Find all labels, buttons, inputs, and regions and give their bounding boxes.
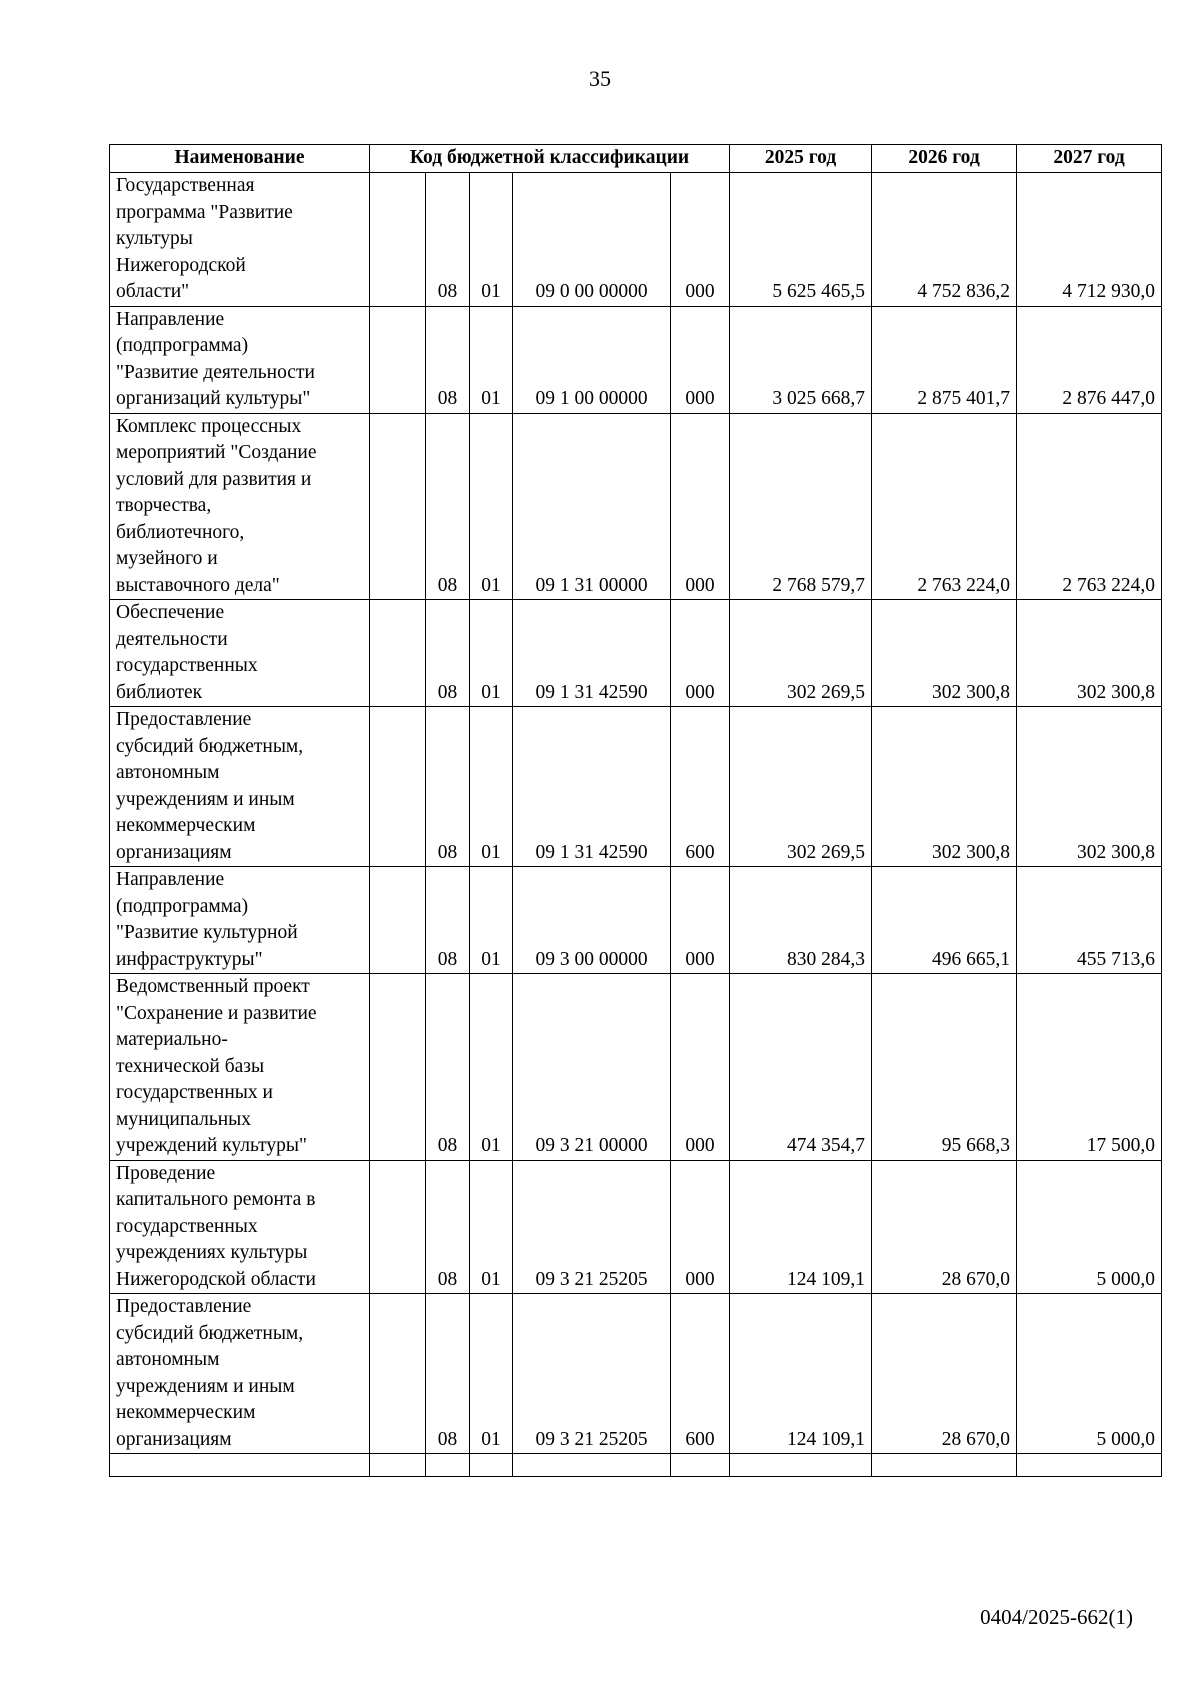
row-name: Государственная программа "Развитие культуры Нижегородской области"	[110, 173, 370, 307]
code-subsection: 01	[470, 707, 513, 867]
amount-2027: 2 763 224,0	[1017, 413, 1162, 600]
code-subsection: 01	[470, 306, 513, 413]
code-expense-type: 000	[671, 867, 730, 974]
code-section: 08	[426, 707, 470, 867]
table-row	[110, 974, 1162, 1161]
budget-table	[109, 144, 1162, 1477]
amount-2027: 5 000,0	[1017, 1294, 1162, 1454]
code-expense-type: 000	[671, 306, 730, 413]
code-part-empty	[370, 306, 426, 413]
amount-2026: 302 300,8	[872, 707, 1017, 867]
amount-2026: 4 752 836,2	[872, 173, 1017, 307]
code-expense-type: 000	[671, 173, 730, 307]
amount-2027: 17 500,0	[1017, 974, 1162, 1161]
code-subsection: 01	[470, 1294, 513, 1454]
row-name: Ведомственный проект "Сохранение и развитие материально- технической базы государственных и муниципальных учреждений культуры"	[110, 974, 370, 1161]
amount-2025: 474 354,7	[730, 974, 872, 1161]
amount-2026: 302 300,8	[872, 600, 1017, 707]
table-row	[110, 306, 1162, 413]
code-expense-type: 600	[671, 707, 730, 867]
code-subsection: 01	[470, 867, 513, 974]
code-section: 08	[426, 867, 470, 974]
code-target-article: 09 1 00 00000	[513, 306, 671, 413]
empty-cell	[426, 1454, 470, 1477]
amount-2027: 2 876 447,0	[1017, 306, 1162, 413]
table-row	[110, 600, 1162, 707]
amount-2027: 302 300,8	[1017, 707, 1162, 867]
amount-2026: 28 670,0	[872, 1294, 1017, 1454]
code-subsection: 01	[470, 413, 513, 600]
empty-cell	[110, 1454, 370, 1477]
code-target-article: 09 1 31 42590	[513, 707, 671, 867]
amount-2026: 2 875 401,7	[872, 306, 1017, 413]
amount-2025: 124 109,1	[730, 1160, 872, 1294]
table-header-row	[110, 145, 1162, 173]
amount-2026: 496 665,1	[872, 867, 1017, 974]
amount-2025: 302 269,5	[730, 600, 872, 707]
amount-2025: 3 025 668,7	[730, 306, 872, 413]
table-body	[110, 173, 1162, 1477]
code-section: 08	[426, 974, 470, 1161]
row-name: Комплекс процессных мероприятий "Создание условий для развития и творчества, библиотечного, музейного и выставочного дела"	[110, 413, 370, 600]
code-part-empty	[370, 867, 426, 974]
table-row	[110, 707, 1162, 867]
header-code: Код бюджетной классификации	[370, 145, 730, 173]
table-row-empty	[110, 1454, 1162, 1477]
row-name: Предоставление субсидий бюджетным, автономным учреждениям и иным некоммерческим организациям	[110, 1294, 370, 1454]
code-target-article: 09 1 31 42590	[513, 600, 671, 707]
amount-2025: 302 269,5	[730, 707, 872, 867]
empty-cell	[513, 1454, 671, 1477]
code-target-article: 09 0 00 00000	[513, 173, 671, 307]
code-section: 08	[426, 1294, 470, 1454]
document-number: 0404/2025-662(1)	[980, 1605, 1133, 1629]
empty-cell	[370, 1454, 426, 1477]
code-subsection: 01	[470, 1160, 513, 1294]
code-expense-type: 000	[671, 974, 730, 1161]
row-name: Предоставление субсидий бюджетным, автономным учреждениям и иным некоммерческим организациям	[110, 707, 370, 867]
code-part-empty	[370, 1294, 426, 1454]
empty-cell	[470, 1454, 513, 1477]
code-section: 08	[426, 306, 470, 413]
code-part-empty	[370, 413, 426, 600]
header-2027: 2027 год	[1017, 145, 1162, 173]
code-target-article: 09 3 21 25205	[513, 1160, 671, 1294]
empty-cell	[872, 1454, 1017, 1477]
empty-cell	[1017, 1454, 1162, 1477]
code-target-article: 09 3 21 25205	[513, 1294, 671, 1454]
code-subsection: 01	[470, 974, 513, 1161]
code-section: 08	[426, 413, 470, 600]
amount-2027: 302 300,8	[1017, 600, 1162, 707]
table-row	[110, 1160, 1162, 1294]
code-target-article: 09 3 21 00000	[513, 974, 671, 1161]
code-part-empty	[370, 1160, 426, 1294]
table-row	[110, 1294, 1162, 1454]
amount-2026: 28 670,0	[872, 1160, 1017, 1294]
code-part-empty	[370, 600, 426, 707]
code-section: 08	[426, 173, 470, 307]
row-name: Проведение капитального ремонта в государственных учреждениях культуры Нижегородской области	[110, 1160, 370, 1294]
code-expense-type: 600	[671, 1294, 730, 1454]
code-target-article: 09 1 31 00000	[513, 413, 671, 600]
code-part-empty	[370, 707, 426, 867]
code-section: 08	[426, 1160, 470, 1294]
code-expense-type: 000	[671, 413, 730, 600]
table-row	[110, 413, 1162, 600]
amount-2025: 124 109,1	[730, 1294, 872, 1454]
code-part-empty	[370, 173, 426, 307]
amount-2026: 95 668,3	[872, 974, 1017, 1161]
amount-2027: 455 713,6	[1017, 867, 1162, 974]
code-subsection: 01	[470, 173, 513, 307]
row-name: Направление (подпрограмма) "Развитие деятельности организаций культуры"	[110, 306, 370, 413]
table-row	[110, 173, 1162, 307]
amount-2027: 5 000,0	[1017, 1160, 1162, 1294]
header-2025: 2025 год	[730, 145, 872, 173]
code-expense-type: 000	[671, 600, 730, 707]
table-row	[110, 867, 1162, 974]
row-name: Обеспечение деятельности государственных библиотек	[110, 600, 370, 707]
amount-2025: 830 284,3	[730, 867, 872, 974]
header-2026: 2026 год	[872, 145, 1017, 173]
code-part-empty	[370, 974, 426, 1161]
row-name: Направление (подпрограмма) "Развитие культурной инфраструктуры"	[110, 867, 370, 974]
amount-2025: 2 768 579,7	[730, 413, 872, 600]
amount-2027: 4 712 930,0	[1017, 173, 1162, 307]
empty-cell	[730, 1454, 872, 1477]
code-subsection: 01	[470, 600, 513, 707]
header-name: Наименование	[110, 145, 370, 173]
page-number: 35	[589, 66, 611, 91]
code-section: 08	[426, 600, 470, 707]
amount-2026: 2 763 224,0	[872, 413, 1017, 600]
amount-2025: 5 625 465,5	[730, 173, 872, 307]
code-target-article: 09 3 00 00000	[513, 867, 671, 974]
empty-cell	[671, 1454, 730, 1477]
code-expense-type: 000	[671, 1160, 730, 1294]
